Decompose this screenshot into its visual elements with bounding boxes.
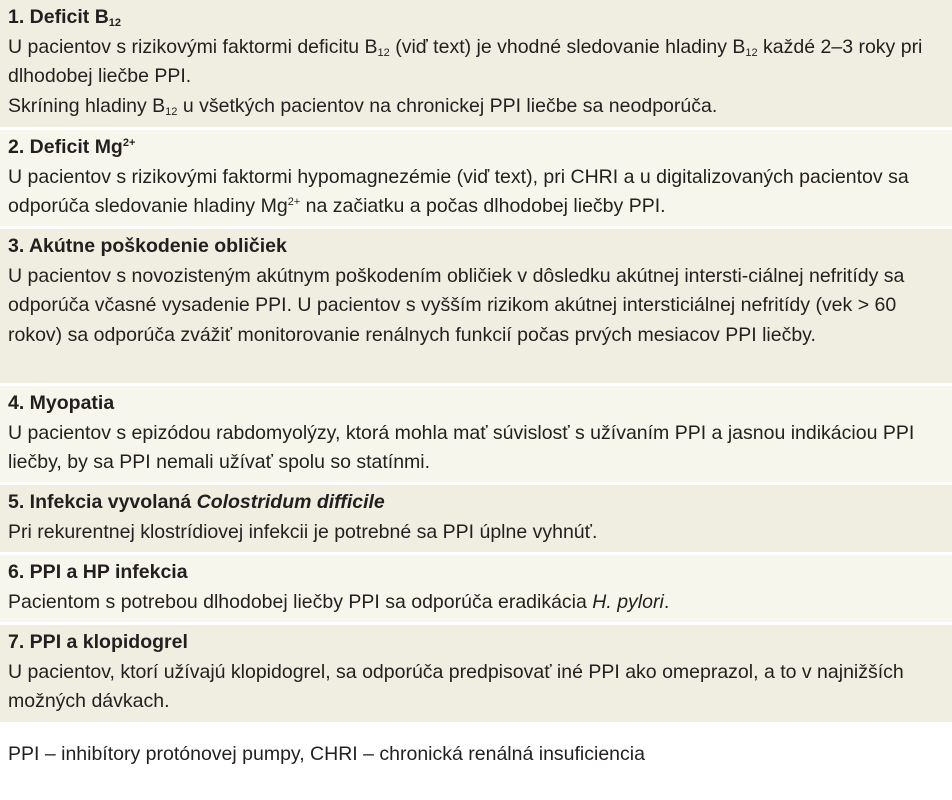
row-title: 5. Infekcia vyvolaná Colostridum difficile (8, 491, 385, 513)
row-text: Pri rekurentnej klostrídiovej infekcii je potrebné sa PPI úplne vyhnúť. (8, 520, 598, 543)
row-text: U pacientov s epizódou rabdomyolýzy, ktorá mohla mať súvislosť s užívaním PPI a jasnou indikáciou PPI liečby, by sa PPI nemali užívať spolu so statínmi. (8, 421, 915, 473)
row-text: U pacientov s rizikovými faktormi hypomagnezémie (viď text), pri CHRI a u digitalizovaných pacientov sa odporúča sledovanie hladiny $Mg^{2+}$ na začiatku a počas dlhodobej liečby PPI. (8, 165, 909, 217)
row-myopathy (0, 386, 952, 485)
row-title: 6. PPI a HP infekcia (8, 561, 188, 583)
abbreviations-footnote: PPI – inhibítory protónovej pumpy, CHRI – chronická renálná insuficiencia (0, 725, 952, 769)
row-acute-kidney-injury (0, 229, 952, 386)
row-c-difficile (0, 485, 952, 555)
row-title: 4. Myopatia (8, 392, 115, 414)
row-b12-deficit (0, 0, 952, 130)
row-hp-infection (0, 555, 952, 625)
row-title: 3. Akútne poškodenie obličiek (8, 235, 287, 257)
row-text: U pacientov s novozisteným akútnym poškodením obličiek v dôsledku akútnej intersti-ciálnej nefritídy sa odporúča včasné vysadenie PPI. U pacientov s vyšším rizikom akútnej intersticiálnej nefritídy (vek > 60 rokov) sa odporúča zvážiť monitorovanie renálnych funkcií počas prvých mesiacov PPI liečby. (8, 264, 905, 346)
row-title: 1. Deficit $B_{12}$ (8, 6, 122, 29)
row-text: Pacientom s potrebou dlhodobej liečby PPI sa odporúča eradikácia H. pylori. (8, 590, 670, 613)
row-text: Skríning hladiny $B_{12}$ u všetkých pacientov na chronickej PPI liečbe sa neodporúča. (8, 94, 718, 118)
row-clopidogrel (0, 625, 952, 725)
row-title: 2. Deficit $Mg^{2+}$ (8, 136, 136, 158)
row-mg-deficit (0, 130, 952, 229)
row-title: 7. PPI a klopidogrel (8, 631, 188, 653)
row-text: U pacientov, ktorí užívajú klopidogrel, sa odporúča predpisovať iné PPI ako omeprazol, a to v najnižších možných dávkach. (8, 660, 904, 712)
row-text: U pacientov s rizikovými faktormi deficitu $B_{12}$ (viď text) je vhodné sledovanie hladiny $B_{12}$ každé 2–3 roky pri dlhodobej liečbe PPI. (8, 35, 923, 87)
